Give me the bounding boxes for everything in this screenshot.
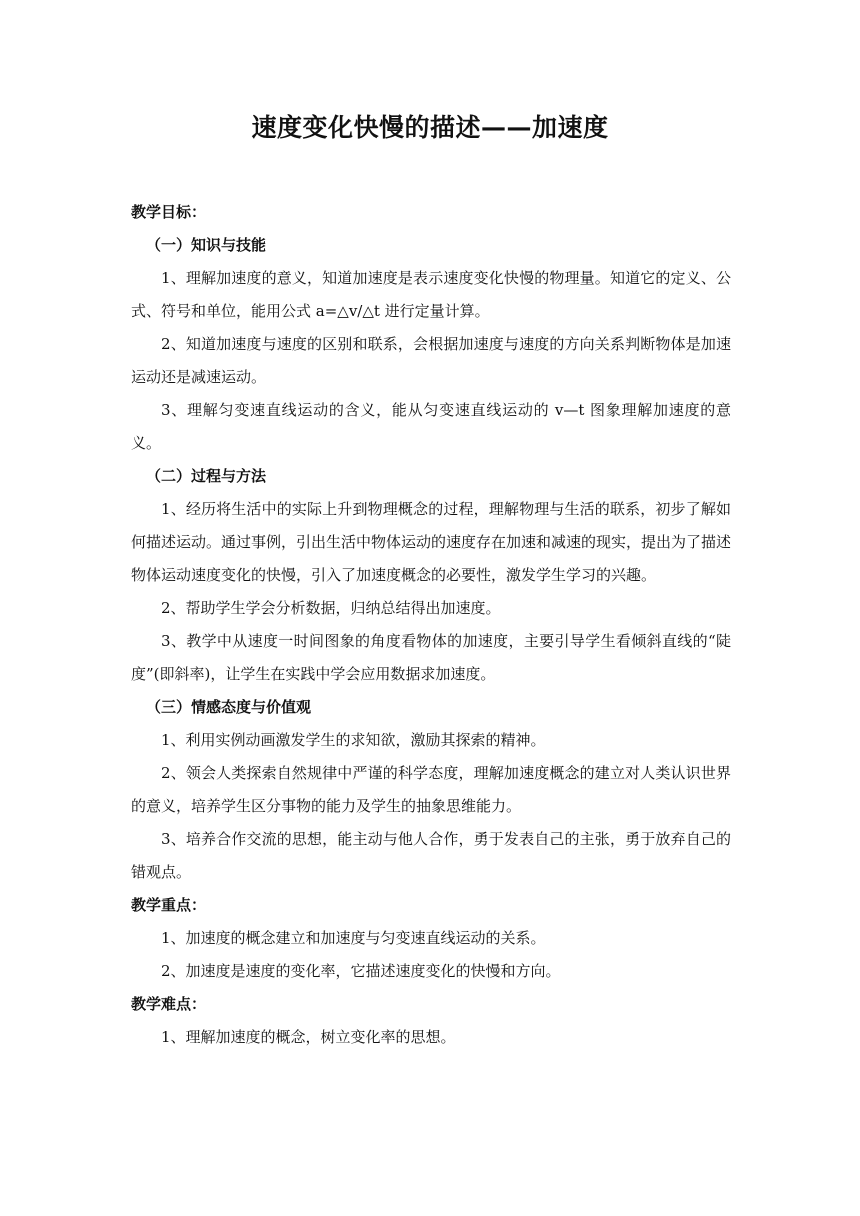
teaching-goals-heading: 教学目标： [131, 203, 207, 221]
emotion-values-heading: （三）情感态度与价值观 [146, 698, 312, 716]
document-body [131, 196, 731, 1054]
key-point-item: 1、加速度的概念建立和加速度与匀变速直线运动的关系。 [161, 929, 546, 947]
knowledge-skills-heading: （一）知识与技能 [146, 236, 267, 254]
knowledge-item: 2、知道加速度与速度的区别和联系，会根据加速度与速度的方向关系判断物体是加速运动还是减速运动。 [131, 335, 731, 386]
process-item: 3、教学中从速度一时间图象的角度看物体的加速度，主要引导学生看倾斜直线的“陡度”(即斜率)，让学生在实践中学会应用数据求加速度。 [131, 632, 731, 683]
knowledge-item: 1、理解加速度的意义，知道加速度是表示速度变化快慢的物理量。知道它的定义、公式、符号和单位，能用公式 a=△v/△t 进行定量计算。 [131, 269, 731, 320]
emotion-item: 3、培养合作交流的思想，能主动与他人合作，勇于发表自己的主张，勇于放弃自己的错观点。 [131, 830, 731, 881]
process-item: 1、经历将生活中的实际上升到物理概念的过程，理解物理与生活的联系，初步了解如何描述运动。通过事例，引出生活中物体运动的速度存在加速和减速的现实，提出为了描述物体运动速度变化的快慢，引入了加速度概念的必要性，激发学生学习的兴趣。 [131, 500, 732, 584]
knowledge-item: 3、理解匀变速直线运动的含义，能从匀变速直线运动的 v—t 图象理解加速度的意义。 [131, 401, 731, 452]
process-methods-heading: （二）过程与方法 [146, 467, 267, 485]
document-title: 速度变化快慢的描述——加速度 [251, 113, 609, 142]
difficulty-item: 1、理解加速度的概念，树立变化率的思想。 [161, 1028, 456, 1046]
key-point-item: 2、加速度是速度的变化率，它描述速度变化的快慢和方向。 [161, 962, 561, 980]
emotion-item: 1、利用实例动画激发学生的求知欲，激励其探索的精神。 [161, 731, 546, 749]
emotion-item: 2、领会人类探索自然规律中严谨的科学态度，理解加速度概念的建立对人类认识世界的意义，培养学生区分事物的能力及学生的抽象思维能力。 [131, 764, 731, 815]
process-item: 2、帮助学生学会分析数据，归纳总结得出加速度。 [161, 599, 501, 617]
difficulties-heading: 教学难点： [131, 995, 207, 1013]
key-points-heading: 教学重点： [131, 896, 207, 914]
